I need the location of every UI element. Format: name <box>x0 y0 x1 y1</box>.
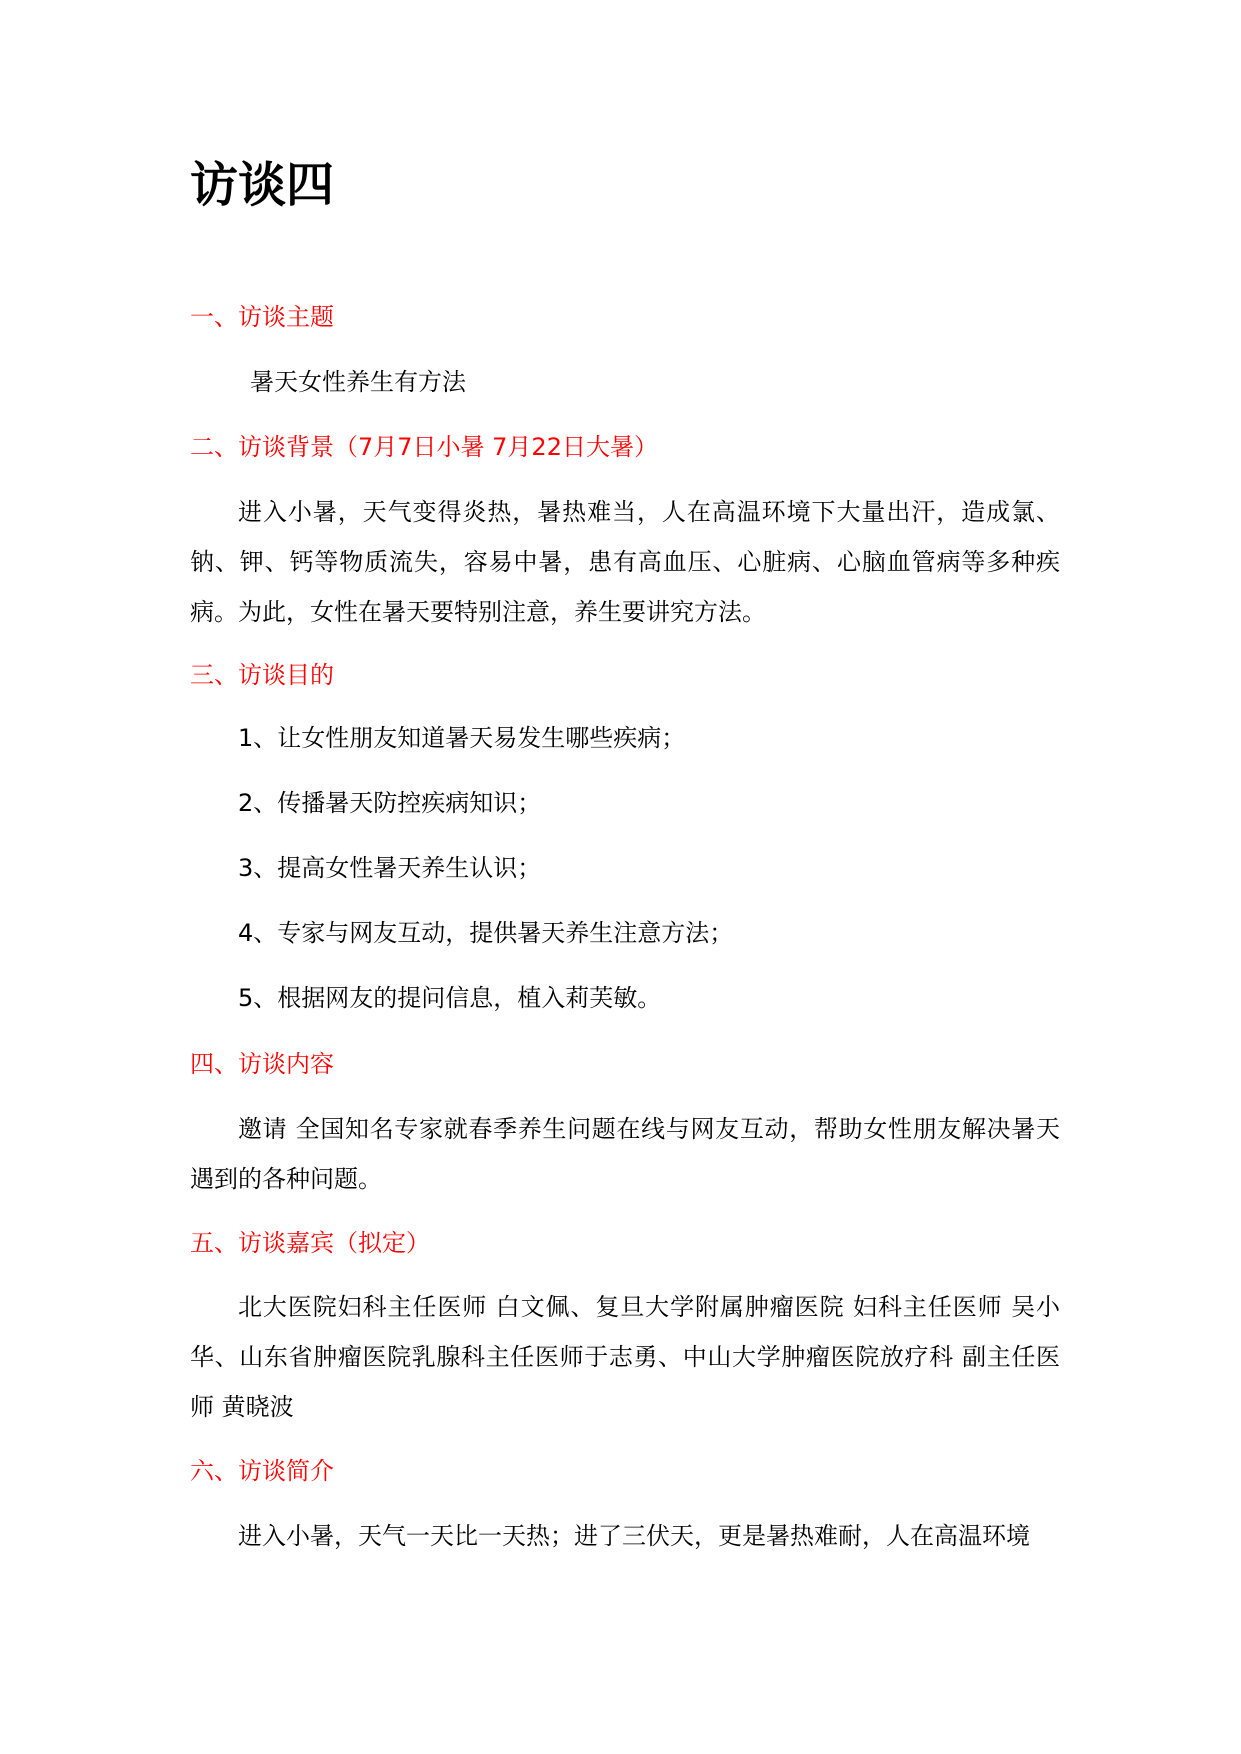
section-heading-content: 四、访谈内容 <box>190 1050 334 1078</box>
purpose-item: 4、专家与网友互动，提供暑天养生注意方法； <box>238 919 734 947</box>
purpose-item: 5、根据网友的提问信息，植入莉芙敏。 <box>238 984 662 1012</box>
section-heading-intro: 六、访谈简介 <box>190 1457 334 1485</box>
section-heading-purpose: 三、访谈目的 <box>190 661 334 689</box>
purpose-item: 3、提高女性暑天养生认识； <box>238 854 542 882</box>
section-heading-guests: 五、访谈嘉宾（拟定） <box>190 1229 430 1257</box>
document-title: 访谈四 <box>190 157 335 213</box>
background-paragraph: 进入小暑，天气变得炎热，暑热难当，人在高温环境下大量出汗，造成氯、钠、钾、钙等物质流失，容易中暑，患有高血压、心脏病、心脑血管病等多种疾病。为此，女性在暑天要特别注意，养生要讲究方法。 <box>190 498 1060 626</box>
purpose-item: 1、让女性朋友知道暑天易发生哪些疾病； <box>238 724 686 752</box>
section-heading-background: 二、访谈背景（7月7日小暑 7月22日大暑） <box>190 433 658 461</box>
section-heading-topic: 一、访谈主题 <box>190 303 334 331</box>
content-paragraph: 邀请 全国知名专家就春季养生问题在线与网友互动，帮助女性朋友解决暑天遇到的各种问题。 <box>190 1115 1060 1193</box>
topic-text: 暑天女性养生有方法 <box>250 368 466 396</box>
intro-paragraph: 进入小暑，天气一天比一天热；进了三伏天，更是暑热难耐，人在高温环境 <box>238 1522 1030 1550</box>
purpose-item: 2、传播暑天防控疾病知识； <box>238 789 542 817</box>
guests-paragraph: 北大医院妇科主任医师 白文佩、复旦大学附属肿瘤医院 妇科主任医师 吴小华、山东省肿瘤医院乳腺科主任医师于志勇、中山大学肿瘤医院放疗科 副主任医师 黄晓波 <box>190 1293 1060 1421</box>
